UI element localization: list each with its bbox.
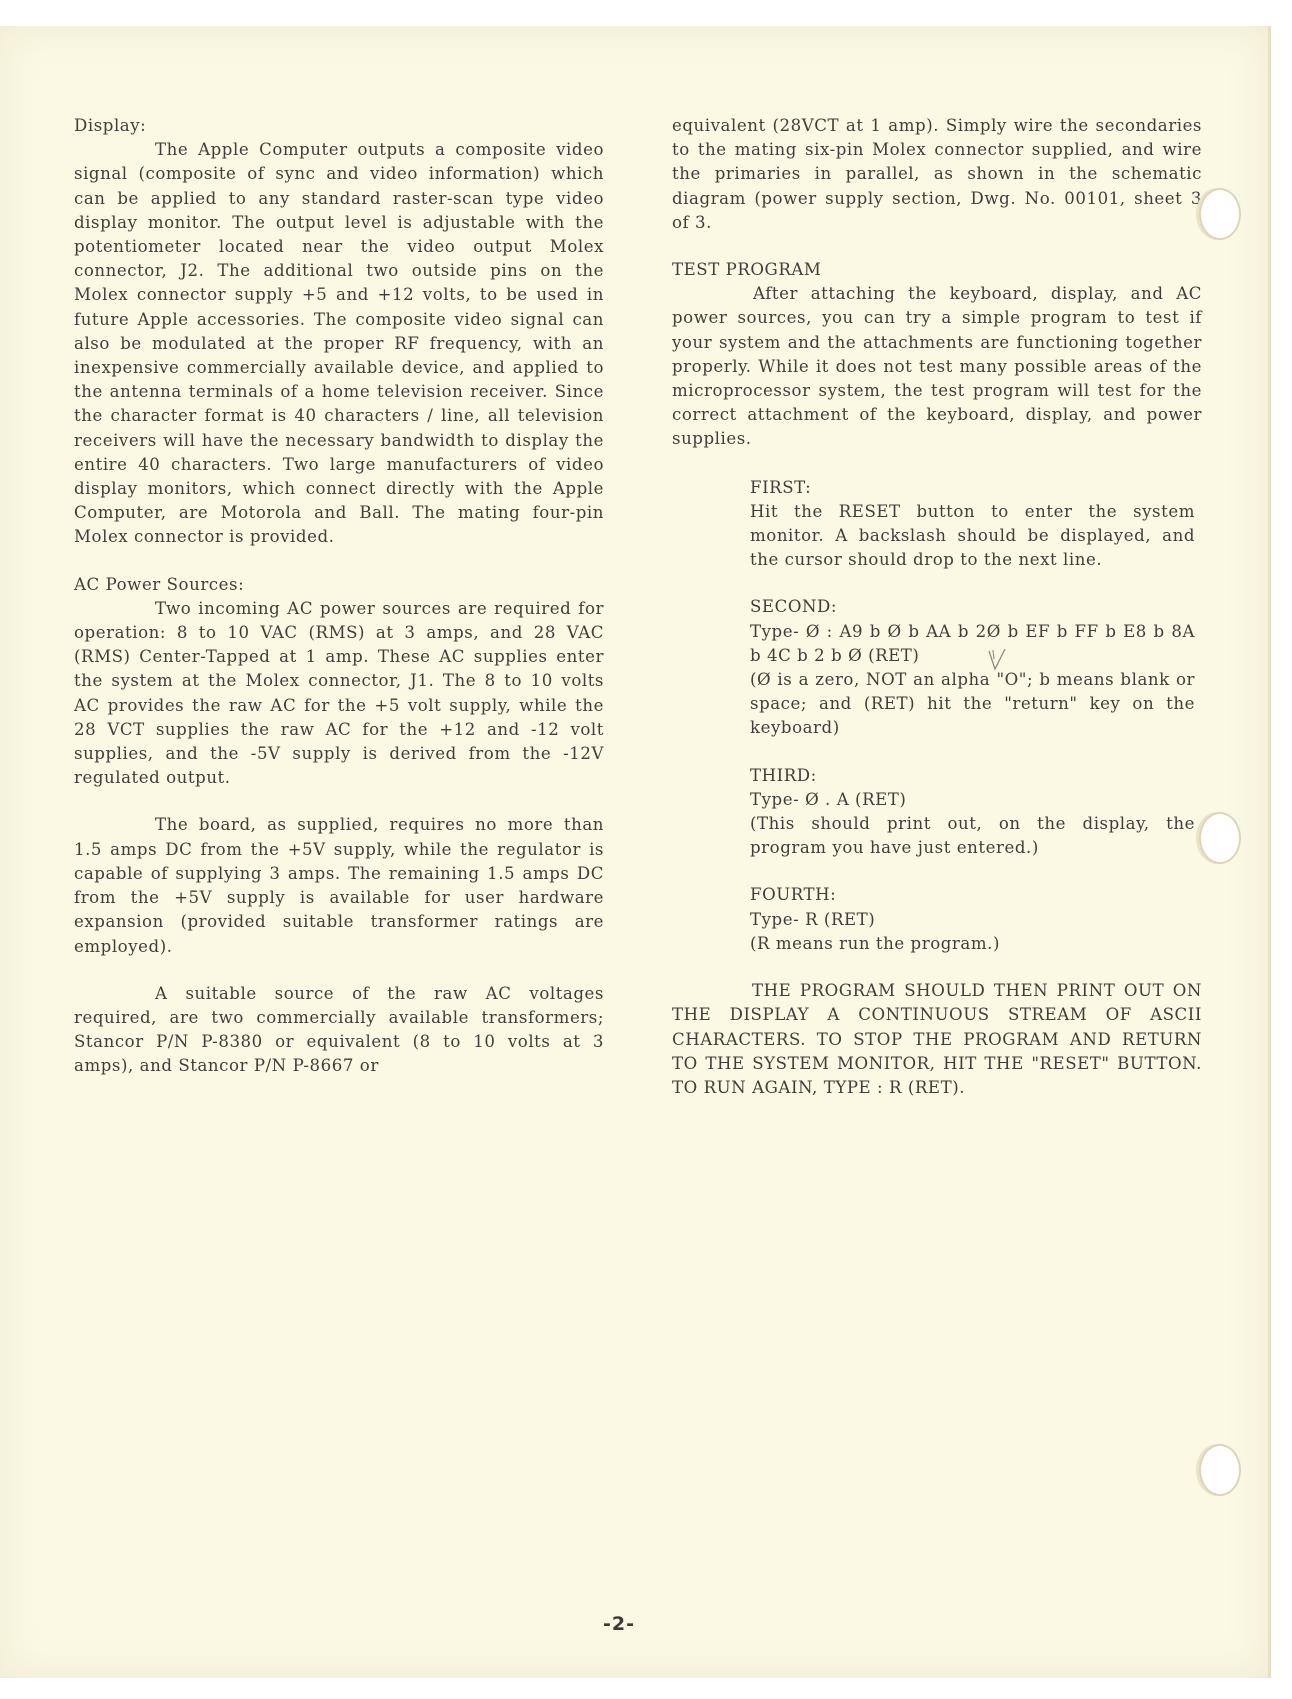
test-program-paragraph: After attaching the keyboard, display, and AC power sources, you can try a simple program to test if your system and the attachments are functioning together properly. While it does not test many possible areas of the microprocessor system, the test program will test for the correct attachment of the keyboard, display, and power supplies. [672,284,1202,449]
step-note: (This should print out, on the display, the program you have just entered.) [750,814,1195,858]
page-number: -2- [603,1613,635,1635]
step-instruction: Type- Ø : A9 b Ø b AA b 2Ø b EF b FF b E8 b 8A b 4C b 2 b Ø (RET) [750,621,1195,665]
closing-text: THE PROGRAM SHOULD THEN PRINT OUT ON THE DISPLAY A CONTINUOUS STREAM OF ASCII CHARACTERS. TO STOP THE PROGRAM AND RETURN TO THE SYSTEM MONITOR, HIT THE "RESET" BUTTON. TO RUN AGAIN, TYPE : R (RET). [672,981,1202,1097]
test-program-heading: TEST PROGRAM [672,260,822,280]
pen-tick-mark-icon [986,647,1008,673]
display-heading: Display: [74,116,147,135]
display-paragraph: The Apple Computer outputs a composite video signal (composite of sync and video information) which can be applied to any standard raster-scan type video display monitor. The output level is adjustable with the potentiometer located near the video output Molex connector, J2. The additional two outside pins on the Molex connector supply +5 and +12 volts, to be used in future Apple accessories. The composite video signal can also be modulated at the proper RF frequency, with an inexpensive commercially available device, and applied to the antenna terminals of a home television receiver. Since the character format is 40 characters / line, all television receivers will have the necessary bandwidth to display the entire 40 characters. Two large manufacturers of video display monitors, which connect directly with the Apple Computer, are Motorola and Ball. The mating four-pin Molex connector is provided. [74,140,604,547]
step-third [672,764,1195,861]
right-column [672,114,1202,1100]
left-column [74,114,604,1079]
step-instruction: Hit the RESET button to enter the system monitor. A backslash should be displayed, and the cursor should drop to the next line. [750,501,1195,570]
ac-power-paragraph: Two incoming AC power sources are required for operation: 8 to 10 VAC (RMS) at 3 amps, and 28 VAC (RMS) Center-Tapped at 1 amp. These AC supplies enter the system at the Molex connector, J1. The 8 to 10 volts AC provides the raw AC for the +5 volt supply, while the 28 VCT supplies the raw AC for the +12 and -12 volt supplies, and the -5V supply is derived from the -12V regulated output. [74,598,604,788]
transformer-source-paragraph: A suitable source of the raw AC voltages required, are two commercially available transformers; Stancor P/N P-8380 or equivalent (8 to 10 volts at 3 amps), and Stancor P/N P-8667 or [74,983,604,1076]
closing-paragraph [672,979,1202,1100]
board-requirements-paragraph: The board, as supplied, requires no more than 1.5 amps DC from the +5V supply, while the regulator is capable of supplying 3 amps. The remaining 1.5 amps DC from the +5V supply is available for user hardware expansion (provided suitable transformer ratings are employed). [74,815,604,956]
step-instruction: Type- Ø . A (RET) [750,789,907,809]
binder-hole-icon [1199,188,1241,240]
ac-power-heading: AC Power Sources: [74,574,245,594]
step-first [672,476,1195,573]
step-label: THIRD: [750,765,817,785]
binder-hole-icon [1199,1444,1241,1496]
step-second [672,595,1195,740]
step-fourth [672,883,1195,956]
step-note: (R means run the program.) [750,933,1000,953]
step-label: FOURTH: [750,885,837,905]
binder-hole-icon [1199,812,1241,864]
step-instruction: Type- R (RET) [750,909,876,929]
continuation-paragraph: equivalent (28VCT at 1 amp). Simply wire the secondaries to the mating six-pin Molex connector supplied, and wire the primaries in parallel, as shown in the schematic diagram (power supply section, Dwg. No. 00101, sheet 3 of 3. [672,116,1202,232]
step-label: FIRST: [750,477,812,497]
manual-page [0,26,1271,1678]
step-note: (Ø is a zero, NOT an alpha "O"; b means blank or space; and (RET) hit the "return" key on the keyboard) [750,670,1195,738]
step-label: SECOND: [750,597,838,617]
